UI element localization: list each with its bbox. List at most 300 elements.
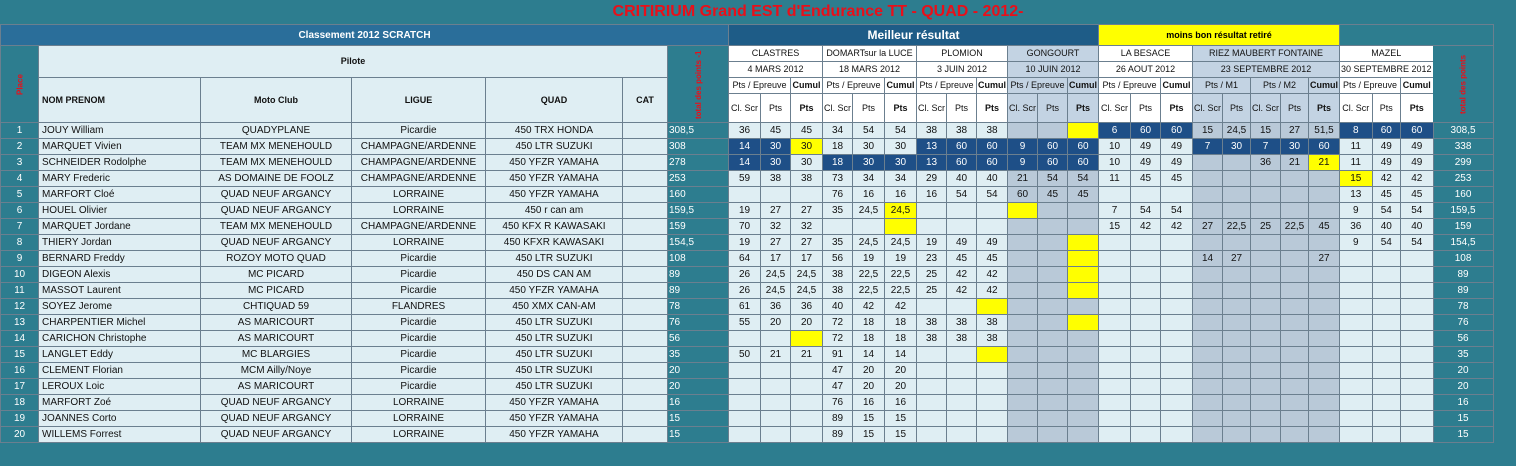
score-cell (917, 379, 947, 395)
event-name: CLASTRES (729, 46, 823, 62)
score-cell: 15 (885, 427, 917, 443)
score-cell (1401, 427, 1434, 443)
score-cell: 73 (823, 171, 853, 187)
score-cell (823, 219, 853, 235)
final-points: 35 (1433, 347, 1493, 363)
moto-club: MCM Ailly/Noye (201, 363, 352, 379)
table-row (1, 235, 1494, 251)
moto-club: AS MARICOURT (201, 379, 352, 395)
quad-model: 450 DS CAN AM (486, 267, 623, 283)
score-cell (1223, 347, 1251, 363)
score-cell (1161, 315, 1193, 331)
moto-club: MC PICARD (201, 283, 352, 299)
pilot-name: DIGEON Alexis (39, 267, 201, 283)
final-points: 160 (1433, 187, 1493, 203)
score-cell: 54 (1038, 171, 1068, 187)
final-points: 308,5 (1433, 123, 1493, 139)
score-cell (1223, 395, 1251, 411)
score-cell (917, 203, 947, 219)
score-cell (917, 427, 947, 443)
score-cell (1068, 395, 1099, 411)
score-cell (1008, 363, 1038, 379)
score-cell: 36 (1340, 219, 1373, 235)
score-cell (1340, 363, 1373, 379)
score-cell: 34 (853, 171, 885, 187)
score-cell (1401, 299, 1434, 315)
score-cell (1193, 155, 1223, 171)
ligue-cell: Picardie (352, 123, 486, 139)
pilot-name: CARICHON Christophe (39, 331, 201, 347)
score-cell: 45 (1068, 187, 1099, 203)
score-cell (1008, 331, 1038, 347)
quad-model: 450 YFZR YAMAHA (486, 395, 623, 411)
score-cell (1223, 315, 1251, 331)
score-cell: 7 (1251, 139, 1281, 155)
score-cell (1372, 347, 1400, 363)
score-cell: 60 (1038, 155, 1068, 171)
score-cell (1161, 363, 1193, 379)
cat-cell (623, 219, 668, 235)
cl-scr-header: Cl. Scr (1251, 94, 1281, 123)
score-cell (1281, 347, 1309, 363)
score-cell (1309, 203, 1340, 219)
score-cell: 49 (1131, 139, 1161, 155)
ligue-cell: Picardie (352, 363, 486, 379)
score-cell (1372, 283, 1400, 299)
score-cell: 49 (1372, 139, 1400, 155)
score-cell: 51,5 (1309, 123, 1340, 139)
score-cell (1161, 251, 1193, 267)
final-points: 108 (1433, 251, 1493, 267)
cat-cell (623, 267, 668, 283)
score-cell: 54 (885, 123, 917, 139)
score-cell: 60 (1401, 123, 1434, 139)
score-cell (1309, 427, 1340, 443)
score-cell (761, 331, 791, 347)
score-cell: 89 (823, 427, 853, 443)
score-cell: 50 (729, 347, 761, 363)
score-cell (1309, 235, 1340, 251)
score-cell (1281, 331, 1309, 347)
score-cell (1131, 251, 1161, 267)
table-row (1, 267, 1494, 283)
moto-club: MC BLARGIES (201, 347, 352, 363)
score-cell (791, 427, 823, 443)
ligue-cell: LORRAINE (352, 235, 486, 251)
score-cell: 60 (977, 139, 1008, 155)
score-cell (1340, 299, 1373, 315)
score-cell: 76 (823, 395, 853, 411)
score-cell (1309, 411, 1340, 427)
score-cell: 60 (1068, 155, 1099, 171)
score-cell (947, 363, 977, 379)
score-cell: 40 (1401, 219, 1434, 235)
place-cell: 13 (1, 315, 39, 331)
pilot-name: JOANNES Corto (39, 411, 201, 427)
score-cell (1068, 411, 1099, 427)
place-cell: 10 (1, 267, 39, 283)
score-cell: 42 (1401, 171, 1434, 187)
score-cell: 49 (1161, 139, 1193, 155)
table-row (1, 155, 1494, 171)
quad-model: 450 r can am (486, 203, 623, 219)
score-cell: 45 (761, 123, 791, 139)
score-cell: 22,5 (885, 283, 917, 299)
score-cell (1372, 267, 1400, 283)
score-cell (1038, 203, 1068, 219)
score-cell: 9 (1340, 235, 1373, 251)
score-cell: 38 (947, 315, 977, 331)
score-cell: 22,5 (853, 267, 885, 283)
score-cell: 42 (947, 283, 977, 299)
score-cell: 49 (1401, 139, 1434, 155)
score-cell: 27 (1309, 251, 1340, 267)
pilot-name: LANGLET Eddy (39, 347, 201, 363)
score-cell (1401, 283, 1434, 299)
score-cell (1099, 299, 1131, 315)
score-cell: 23 (917, 251, 947, 267)
score-cell: 21 (1309, 155, 1340, 171)
pilot-name: MARQUET Jordane (39, 219, 201, 235)
ligue-cell: Picardie (352, 315, 486, 331)
final-points: 76 (1433, 315, 1493, 331)
score-cell: 36 (729, 123, 761, 139)
cat-cell (623, 171, 668, 187)
score-cell: 7 (1193, 139, 1223, 155)
score-cell: 47 (823, 363, 853, 379)
score-cell: 24,5 (853, 203, 885, 219)
score-cell (1099, 427, 1131, 443)
score-cell (1008, 235, 1038, 251)
score-cell: 14 (729, 155, 761, 171)
score-cell (1161, 379, 1193, 395)
score-cell (1099, 251, 1131, 267)
score-cell (1340, 347, 1373, 363)
score-cell (1372, 299, 1400, 315)
score-cell (1281, 379, 1309, 395)
score-cell: 24,5 (1223, 123, 1251, 139)
meilleur-resultat-label: Meilleur résultat (729, 25, 1099, 46)
score-cell: 38 (977, 315, 1008, 331)
score-cell: 54 (1401, 235, 1434, 251)
score-cell (1309, 267, 1340, 283)
score-cell: 47 (823, 379, 853, 395)
score-cell (1251, 363, 1281, 379)
quad-model: 450 KFX R KAWASAKI (486, 219, 623, 235)
score-cell (1161, 427, 1193, 443)
score-cell: 54 (1372, 203, 1400, 219)
quad-model: 450 LTR SUZUKI (486, 347, 623, 363)
score-cell: 14 (853, 347, 885, 363)
score-cell (1340, 427, 1373, 443)
score-cell: 34 (823, 123, 853, 139)
score-cell: 6 (1099, 123, 1131, 139)
score-cell (1251, 283, 1281, 299)
score-cell: 35 (823, 235, 853, 251)
table-row (1, 203, 1494, 219)
cat-cell (623, 299, 668, 315)
table-row (1, 427, 1494, 443)
score-cell (1131, 267, 1161, 283)
ligue-cell: Picardie (352, 267, 486, 283)
pilot-name: CLEMENT Florian (39, 363, 201, 379)
score-cell (1401, 379, 1434, 395)
score-cell (1340, 395, 1373, 411)
table-row (1, 283, 1494, 299)
score-cell: 38 (917, 331, 947, 347)
score-cell: 36 (761, 299, 791, 315)
quad-model: 450 KFXR KAWASAKI (486, 235, 623, 251)
score-cell: 38 (823, 267, 853, 283)
pts-header: Pts (1372, 94, 1400, 123)
moto-club: AS DOMAINE DE FOOLZ (201, 171, 352, 187)
score-cell: 36 (1251, 155, 1281, 171)
ligue-cell: LORRAINE (352, 411, 486, 427)
score-cell (729, 379, 761, 395)
quad-model: 450 YFZR YAMAHA (486, 427, 623, 443)
cl-scr-header: Cl. Scr (1193, 94, 1223, 123)
moto-club: MC PICARD (201, 267, 352, 283)
score-cell: 60 (1372, 123, 1400, 139)
score-cell (791, 411, 823, 427)
score-cell: 42 (1161, 219, 1193, 235)
pilot-name: SOYEZ Jerome (39, 299, 201, 315)
score-cell (977, 427, 1008, 443)
score-cell (761, 379, 791, 395)
score-cell: 15 (1251, 123, 1281, 139)
total-header: total des points -1 (668, 46, 729, 123)
cl-scr-header: Cl. Scr (1099, 94, 1131, 123)
score-cell: 38 (947, 331, 977, 347)
score-cell (1251, 203, 1281, 219)
score-cell (1008, 379, 1038, 395)
final-points: 16 (1433, 395, 1493, 411)
pts-header: Pts (1281, 94, 1309, 123)
score-cell (1099, 363, 1131, 379)
cat-cell (623, 235, 668, 251)
score-cell: 59 (729, 171, 761, 187)
pilot-name: JOUY William (39, 123, 201, 139)
total-points: 56 (668, 331, 729, 347)
place-cell: 18 (1, 395, 39, 411)
cat-cell (623, 427, 668, 443)
cat-cell (623, 395, 668, 411)
moto-club: TEAM MX MENEHOULD (201, 139, 352, 155)
score-cell: 8 (1340, 123, 1373, 139)
score-cell: 38 (977, 331, 1008, 347)
score-cell (1281, 187, 1309, 203)
score-cell: 14 (885, 347, 917, 363)
table-row (1, 363, 1494, 379)
score-cell (1372, 251, 1400, 267)
event-date: 23 SEPTEMBRE 2012 (1193, 62, 1340, 78)
score-cell (1309, 331, 1340, 347)
score-cell (1223, 203, 1251, 219)
score-cell (1251, 171, 1281, 187)
final-points: 15 (1433, 411, 1493, 427)
score-cell (1038, 379, 1068, 395)
score-cell (1223, 171, 1251, 187)
score-cell: 45 (977, 251, 1008, 267)
table-row (1, 251, 1494, 267)
ligue-cell: Picardie (352, 331, 486, 347)
score-cell: 38 (947, 123, 977, 139)
score-cell (1038, 363, 1068, 379)
score-cell: 38 (977, 123, 1008, 139)
score-cell: 24,5 (761, 283, 791, 299)
score-cell: 27 (761, 203, 791, 219)
pts-epreuve-header: Pts / Epreuve (823, 78, 885, 94)
table-row (1, 411, 1494, 427)
score-cell: 40 (977, 171, 1008, 187)
score-cell (1131, 299, 1161, 315)
score-cell (1281, 363, 1309, 379)
pilot-name: CHARPENTIER Michel (39, 315, 201, 331)
score-cell (1223, 235, 1251, 251)
quad-model: 450 LTR SUZUKI (486, 315, 623, 331)
score-cell (791, 395, 823, 411)
score-cell (1281, 395, 1309, 411)
score-cell (1131, 283, 1161, 299)
score-cell: 13 (917, 155, 947, 171)
place-cell: 16 (1, 363, 39, 379)
score-cell (1038, 123, 1068, 139)
cat-cell (623, 251, 668, 267)
score-cell (729, 395, 761, 411)
score-cell (1401, 363, 1434, 379)
score-cell (1161, 187, 1193, 203)
score-cell: 20 (761, 315, 791, 331)
score-cell: 16 (885, 187, 917, 203)
score-cell: 72 (823, 331, 853, 347)
pilot-name: MASSOT Laurent (39, 283, 201, 299)
score-cell (1038, 235, 1068, 251)
score-cell: 15 (1193, 123, 1223, 139)
score-cell (1309, 315, 1340, 331)
score-cell (1099, 347, 1131, 363)
cl-scr-header: Cl. Scr (917, 94, 947, 123)
score-cell: 20 (885, 379, 917, 395)
score-cell (1251, 267, 1281, 283)
score-cell (1038, 299, 1068, 315)
score-cell (1193, 315, 1223, 331)
score-cell (1193, 203, 1223, 219)
total-points: 308,5 (668, 123, 729, 139)
ligue-cell: CHAMPAGNE/ARDENNE (352, 171, 486, 187)
score-cell (917, 299, 947, 315)
cumul-header: Cumul (885, 78, 917, 94)
score-cell (761, 411, 791, 427)
score-cell (1223, 299, 1251, 315)
final-points: 253 (1433, 171, 1493, 187)
score-cell (947, 411, 977, 427)
pts-epreuve-header: Pts / Epreuve (1340, 78, 1401, 94)
score-cell: 54 (977, 187, 1008, 203)
quad-model: 450 LTR SUZUKI (486, 251, 623, 267)
score-cell: 30 (761, 139, 791, 155)
cat-cell (623, 331, 668, 347)
event-name: DOMARTsur la LUCE (823, 46, 917, 62)
moto-club: CHTIQUAD 59 (201, 299, 352, 315)
score-cell: 54 (853, 123, 885, 139)
cl-scr-header: Cl. Scr (1340, 94, 1373, 123)
score-cell: 54 (1131, 203, 1161, 219)
place-cell: 9 (1, 251, 39, 267)
score-cell: 42 (853, 299, 885, 315)
score-cell (947, 379, 977, 395)
score-cell (761, 363, 791, 379)
score-cell (1131, 331, 1161, 347)
score-cell: 24,5 (853, 235, 885, 251)
place-cell: 6 (1, 203, 39, 219)
score-cell: 27 (1281, 123, 1309, 139)
score-cell (1099, 315, 1131, 331)
ligue-header: LIGUE (352, 78, 486, 123)
score-cell (1309, 299, 1340, 315)
score-cell: 27 (791, 235, 823, 251)
score-cell (1281, 203, 1309, 219)
place-cell: 1 (1, 123, 39, 139)
score-cell (1131, 427, 1161, 443)
score-cell (1038, 427, 1068, 443)
score-cell: 42 (947, 267, 977, 283)
total-points: 16 (668, 395, 729, 411)
total-points: 35 (668, 347, 729, 363)
score-cell (1131, 411, 1161, 427)
pts-header: Pts (1131, 94, 1161, 123)
score-cell: 20 (853, 379, 885, 395)
final-points: 20 (1433, 363, 1493, 379)
pts-header: Pts (1223, 94, 1251, 123)
score-cell: 29 (917, 171, 947, 187)
event-date: 10 JUIN 2012 (1008, 62, 1099, 78)
pts-header: Pts (791, 94, 823, 123)
score-cell (1008, 411, 1038, 427)
final-points: 89 (1433, 267, 1493, 283)
place-cell: 12 (1, 299, 39, 315)
score-cell (1223, 155, 1251, 171)
final-points: 78 (1433, 299, 1493, 315)
score-cell (1068, 219, 1099, 235)
score-cell: 22,5 (853, 283, 885, 299)
pts-header: Pts (1401, 94, 1434, 123)
nom-header: NOM PRENOM (39, 78, 201, 123)
score-cell (1281, 251, 1309, 267)
score-cell (1099, 411, 1131, 427)
score-cell: 15 (853, 411, 885, 427)
score-cell: 49 (1372, 155, 1400, 171)
score-cell: 9 (1008, 155, 1038, 171)
score-cell (1068, 251, 1099, 267)
score-cell (1372, 331, 1400, 347)
score-cell: 38 (761, 171, 791, 187)
score-cell: 36 (791, 299, 823, 315)
table-row (1, 123, 1494, 139)
ligue-cell: LORRAINE (352, 427, 486, 443)
score-cell (1099, 395, 1131, 411)
score-cell (1309, 171, 1340, 187)
score-cell (1372, 411, 1400, 427)
pts-header: Pts (1309, 94, 1340, 123)
score-cell (1008, 203, 1038, 219)
score-cell (1251, 251, 1281, 267)
cat-header: CAT (623, 78, 668, 123)
score-cell (917, 395, 947, 411)
score-cell (1193, 395, 1223, 411)
total-points: 159 (668, 219, 729, 235)
score-cell (1193, 299, 1223, 315)
score-cell (1008, 299, 1038, 315)
